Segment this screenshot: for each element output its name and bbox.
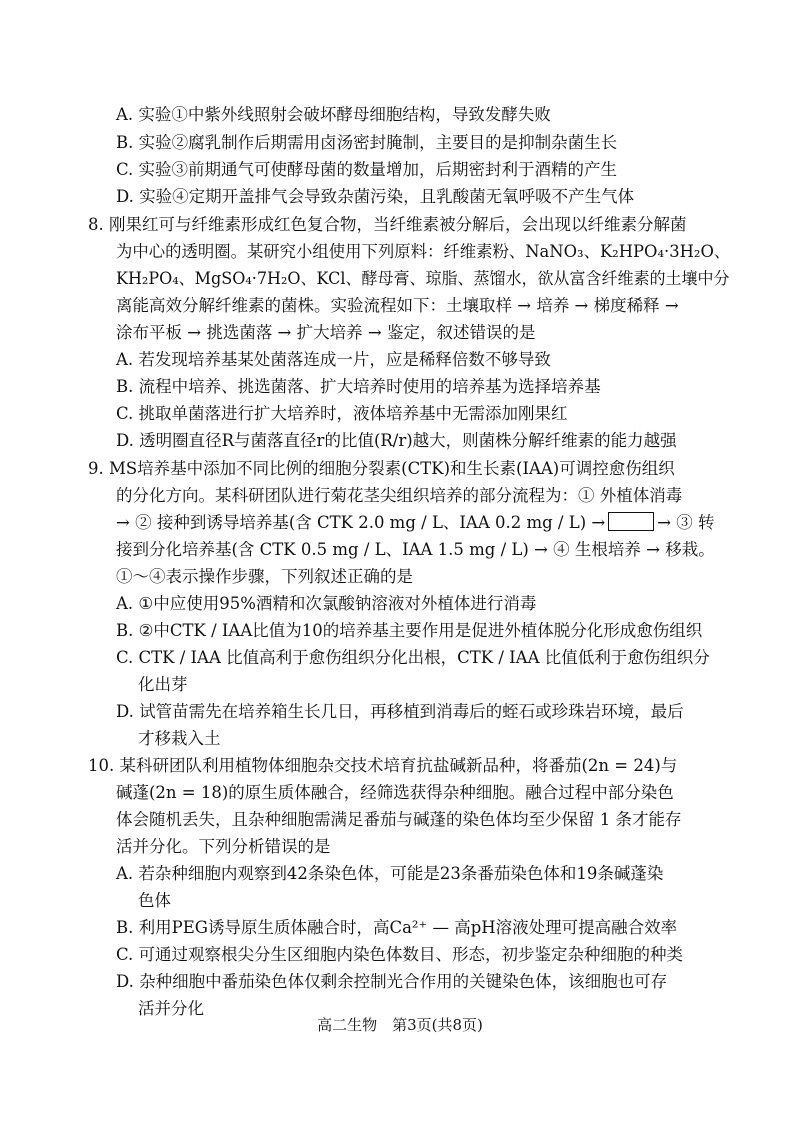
q10-stem-line-1: 10. 某科研团队利用植物体细胞杂交技术培育抗盐碱新品种，将番茄(2n = 24)与 bbox=[88, 756, 678, 775]
q8-option-d: D. 透明圈直径R与菌落直径r的比值(R/r)越大，则菌株分解纤维素的能力越强 bbox=[116, 431, 677, 450]
q9-option-c-line-2: 化出芽 bbox=[138, 675, 188, 694]
q10-option-d-line-2: 活并分化 bbox=[138, 999, 204, 1018]
q7-option-b: B. 实验②腐乳制作后期需用卤汤密封腌制，主要目的是抑制杂菌生长 bbox=[116, 133, 618, 152]
q7-option-d: D. 实验④定期开盖排气会导致杂菌污染，且乳酸菌无氧呼吸不产生气体 bbox=[116, 187, 635, 206]
q10-option-d-line-1: D. 杂种细胞中番茄染色体仅剩余控制光合作用的关键染色体，该细胞也可存 bbox=[116, 972, 668, 991]
answer-blank-box bbox=[608, 512, 654, 531]
q8-stem-line-5: 涂布平板 → 挑选菌落 → 扩大培养 → 鉴定，叙述错误的是 bbox=[116, 323, 536, 342]
q10-option-a-line-1: A. 若杂种细胞内观察到42条染色体，可能是23条番茄染色体和19条碱蓬染 bbox=[116, 864, 664, 883]
q9-stem-line-1: 9. MS培养基中添加不同比例的细胞分裂素(CTK)和生长素(IAA)可调控愈伤组织 bbox=[88, 459, 675, 478]
q7-option-c: C. 实验③前期通气可使酵母菌的数量增加，后期密封利于酒精的产生 bbox=[116, 160, 618, 179]
q10-stem-line-4: 活并分化。下列分析错误的是 bbox=[116, 837, 331, 856]
q8-stem-line-2: 为中心的透明圈。某研究小组使用下列原料：纤维素粉、NaNO₃、K₂HPO₄·3H₂O、 bbox=[116, 242, 731, 261]
q10-stem-line-2: 碱蓬(2n = 18)的原生质体融合，经筛选获得杂种细胞。融合过程中部分染色 bbox=[116, 783, 674, 802]
q8-stem-line-3: KH₂PO₄、MgSO₄·7H₂O、KCl、酵母膏、琼脂、蒸馏水，欲从富含纤维素的土壤中分 bbox=[116, 269, 730, 288]
q9-flow-part-2: → ③ 转 bbox=[657, 513, 715, 532]
page-footer: 高二生物 第3页(共8页) bbox=[317, 1016, 483, 1034]
q9-stem-line-2: 的分化方向。某科研团队进行菊花茎尖组织培养的部分流程为：① 外植体消毒 bbox=[116, 486, 683, 505]
q8-option-c: C. 挑取单菌落进行扩大培养时，液体培养基中无需添加刚果红 bbox=[116, 404, 568, 423]
q10-option-b: B. 利用PEG诱导原生质体融合时，高Ca²⁺ — 高pH溶液处理可提高融合效率 bbox=[116, 918, 678, 937]
q10-stem-line-3: 体会随机丢失，且杂种细胞需满足番茄与碱蓬的染色体均至少保留 1 条才能存 bbox=[116, 810, 682, 829]
q7-option-a: A. 实验①中紫外线照射会破坏酵母细胞结构，导致发酵失败 bbox=[116, 105, 551, 124]
q8-stem-line-4: 离能高效分解纤维素的菌株。实验流程如下：土壤取样 → 培养 → 梯度稀释 → bbox=[116, 296, 679, 315]
q9-option-d-line-1: D. 试管苗需先在培养箱生长几日，再移植到消毒后的蛭石或珍珠岩环境，最后 bbox=[116, 702, 684, 721]
q9-option-a: A. ①中应使用95%酒精和次氯酸钠溶液对外植体进行消毒 bbox=[116, 594, 537, 613]
q9-option-c-line-1: C. CTK / IAA 比值高利于愈伤组织分化出根，CTK / IAA 比值低利于愈伤组织分 bbox=[116, 648, 710, 667]
q9-option-b: B. ②中CTK / IAA比值为10的培养基主要作用是促进外植体脱分化形成愈伤组织 bbox=[116, 621, 703, 640]
q9-stem-line-3 bbox=[116, 510, 715, 536]
q9-option-d-line-2: 才移栽入土 bbox=[138, 729, 221, 748]
q9-stem-line-4: 接到分化培养基(含 CTK 0.5 mg / L、IAA 1.5 mg / L) → ④ 生根培养 → 移栽。 bbox=[116, 540, 715, 559]
q10-option-c: C. 可通过观察根尖分生区细胞内染色体数目、形态，初步鉴定杂种细胞的种类 bbox=[116, 945, 684, 964]
q8-option-b: B. 流程中培养、挑选菌落、扩大培养时使用的培养基为选择培养基 bbox=[116, 377, 601, 396]
q9-stem-line-5: ①～④表示操作步骤，下列叙述正确的是 bbox=[116, 567, 413, 586]
q10-option-a-line-2: 色体 bbox=[138, 891, 171, 910]
q8-stem-line-1: 8. 刚果红可与纤维素形成红色复合物，当纤维素被分解后，会出现以纤维素分解菌 bbox=[88, 215, 687, 234]
q8-option-a: A. 若发现培养基某处菌落连成一片，应是稀释倍数不够导致 bbox=[116, 350, 551, 369]
q9-flow-part-1: → ② 接种到诱导培养基(含 CTK 2.0 mg / L、IAA 0.2 mg / L) → bbox=[116, 513, 606, 532]
